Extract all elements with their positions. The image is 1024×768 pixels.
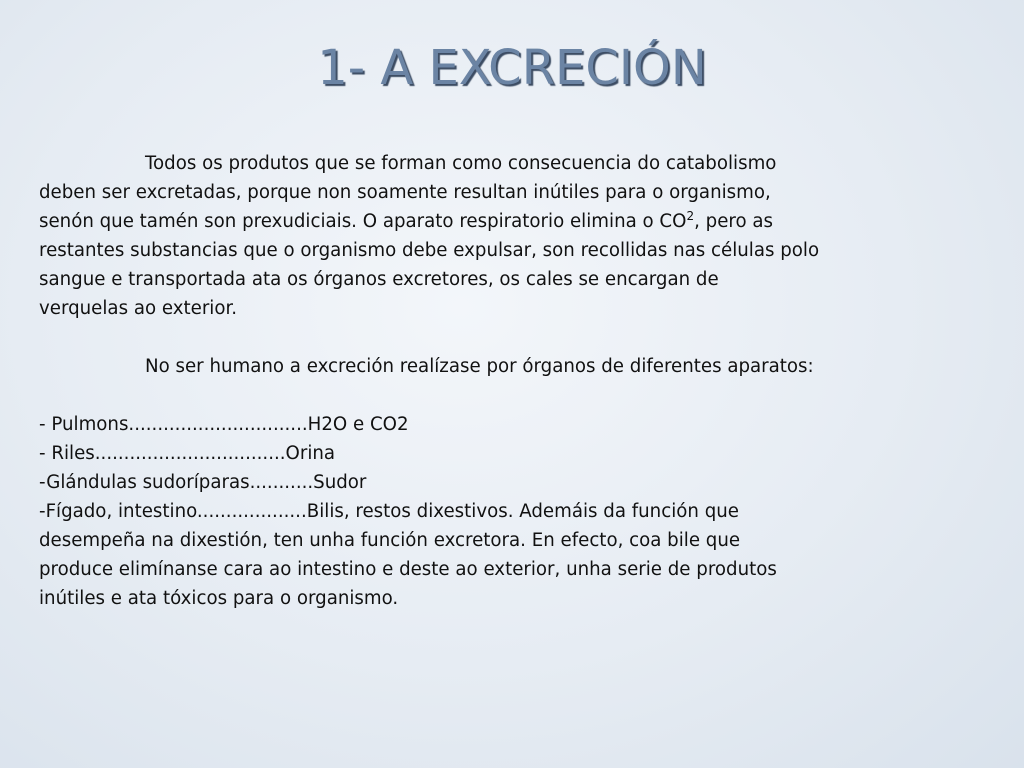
- paragraph-1-line-5: sangue e transportada ata os órganos excretores, os cales se encargan de: [39, 269, 719, 290]
- paragraph-1-line-2: deben ser excretadas, porque non soamente resultan inútiles para o organismo,: [39, 182, 771, 203]
- paragraph-2: No ser humano a excreción realízase por órganos de diferentes aparatos:: [145, 356, 814, 377]
- co2-subscript: 2: [686, 209, 695, 223]
- list-item-lungs: - Pulmons...............................H2O e CO2: [39, 414, 409, 435]
- paragraph-1-line-3: [39, 207, 999, 236]
- paragraph-1-line-3-text: senón que tamén son prexudiciais. O aparato respiratorio elimina o CO: [39, 211, 687, 232]
- slide-body: [39, 149, 999, 613]
- list-item-liver-line-4: inútiles e ata tóxicos para o organismo.: [39, 588, 399, 609]
- list-item-kidneys: - Riles.................................Orina: [39, 443, 336, 464]
- paragraph-1-line-4: restantes substancias que o organismo debe expulsar, son recollidas nas células polo: [39, 240, 820, 261]
- list-item-liver-line-2: desempeña na dixestión, ten unha función excretora. En efecto, coa bile que: [39, 530, 741, 551]
- list-item-liver: -Fígado, intestino...................Bilis, restos dixestivos. Ademáis da función que: [39, 501, 739, 522]
- slide-title: 1- A EXCRECIÓN: [317, 40, 707, 96]
- spacer: [39, 323, 999, 352]
- list-item-sweat-glands: -Glándulas sudoríparas...........Sudor: [39, 472, 367, 493]
- paragraph-1-line-6: verquelas ao exterior.: [39, 298, 238, 319]
- paragraph-1-line-1: Todos os produtos que se forman como consecuencia do catabolismo: [145, 153, 777, 174]
- paragraph-1-line-3-tail: , pero as: [694, 211, 773, 232]
- spacer: [39, 381, 999, 410]
- list-item-liver-line-3: produce elimínanse cara ao intestino e deste ao exterior, unha serie de produtos: [39, 559, 777, 580]
